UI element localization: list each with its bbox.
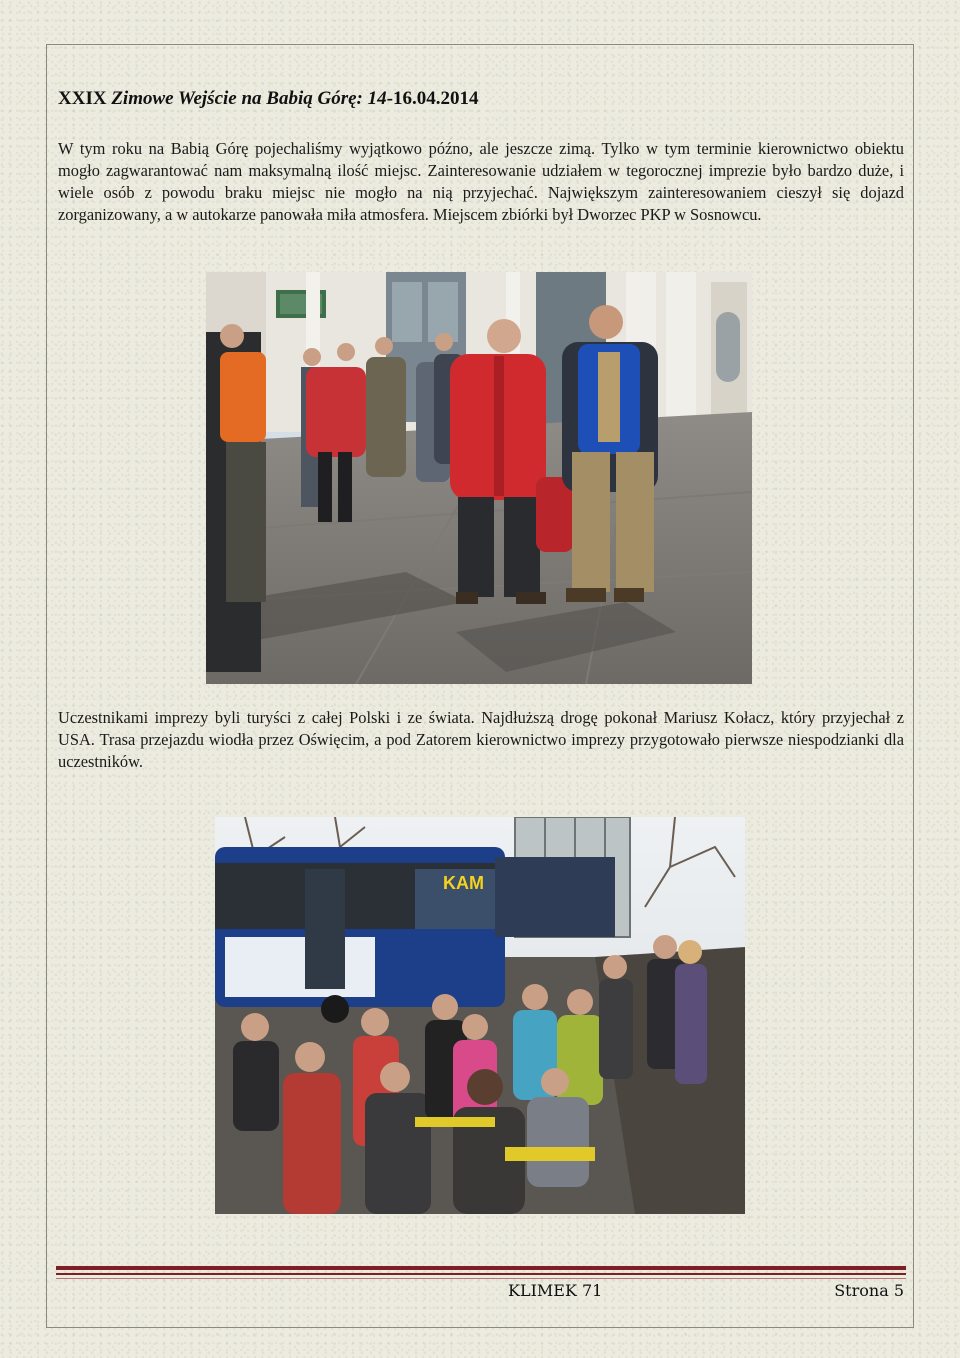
- title-dates: -16.04.2014: [386, 88, 479, 109]
- title-italic: Zimowe Wejście na Babią Górę: 14: [111, 88, 387, 109]
- title-roman: XXIX: [58, 88, 107, 109]
- paragraph-intro: W tym roku na Babią Górę pojechaliśmy wyjątkowo późno, ale jeszcze zimą. Tylko w tym terminie kierownictwo obiektu mogło zagwarantować nam maksymalną ilość miejsc. Zainteresowanie udziałem w tegorocznej imprezie było bardzo duże, i wiele osób z powodu braku miejsc nie mogło na nią przyjechać. Największym zainteresowaniem cieszył się dojazd zorganizowany, a w autokarze panowała miła atmosfera. Miejscem zbiórki był Dworzec PKP w Sosnowcu.: [58, 139, 904, 224]
- article-title: [58, 88, 478, 110]
- bus-brand-text: KAM: [443, 873, 484, 893]
- footer-page-number: Strona 5: [834, 1281, 904, 1300]
- paragraph-participants: Uczestnikami imprezy byli turyści z całej Polski i ze świata. Najdłuższą drogę pokonał Mariusz Kołacz, który przyjechał z USA. Trasa przejazdu wiodła przez Oświęcim, a pod Zatorem kierownictwo imprezy przygotowało pierwsze niespodzianki dla uczestników.: [58, 708, 904, 771]
- footer-issue: KLIMEK 71: [508, 1281, 603, 1300]
- photo-station-group: [206, 272, 752, 684]
- footer-rule-hairline: [56, 1278, 906, 1279]
- footer-rule-thick: [56, 1266, 906, 1270]
- station-photo-graphic: [206, 272, 752, 684]
- footer-rule-thin: [56, 1273, 906, 1275]
- photo-bus-group: [215, 817, 745, 1214]
- bus-photo-graphic: [215, 817, 745, 1214]
